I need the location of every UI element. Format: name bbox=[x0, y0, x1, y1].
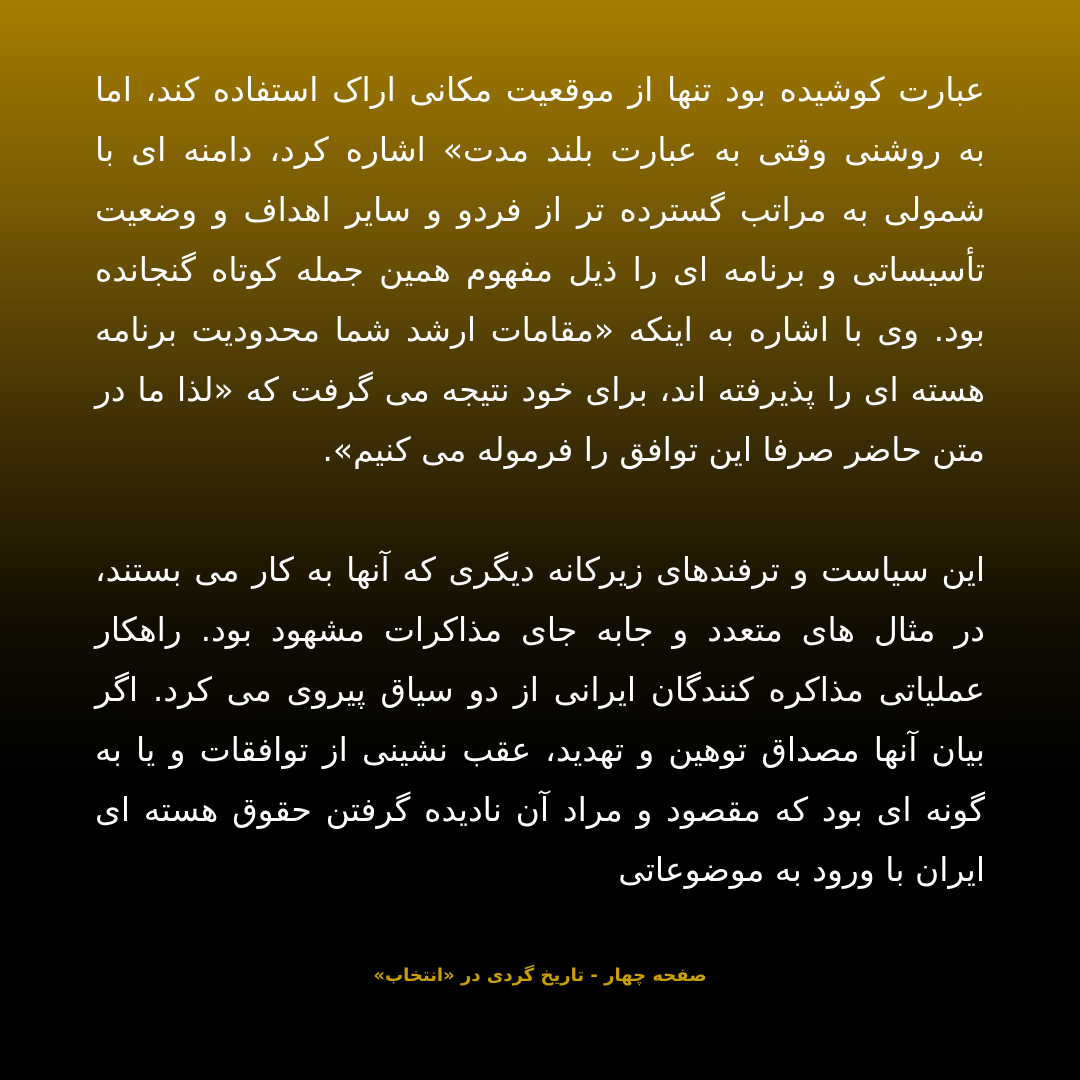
paragraph-2: این سیاست و ترفندهای زیرکانه دیگری که آنها به کار می بستند، در مثال های متعدد و جابه جای مذاکرات مشهود بود. راهکار عملیاتی مذاکره کنندگان ایرانی از دو سیاق پیروی می کرد. اگر بیان آنها مصداق توهین و تهدید، عقب نشینی از توافقات و یا به گونه ای بود که مقصود و مراد آن نادیده گرفتن حقوق هسته ای ایران با ورود به موضوعاتی bbox=[95, 550, 985, 889]
article-body bbox=[95, 60, 985, 1020]
paragraph-1: عبارت کوشیده بود تنها از موقعیت مکانی اراک استفاده کند، اما به روشنی وقتی به عبارت بلند مدت» اشاره کرد، دامنه ای با شمولی به مراتب گسترده تر از فردو و سایر اهداف و وضعیت تأسیساتی و برنامه ای را ذیل مفهوم همین جمله کوتاه گنجانده بود. وی با اشاره به اینکه «مقامات ارشد شما محدودیت برنامه هسته ای را پذیرفته اند، برای خود نتیجه می گرفت که «لذا ما در متن حاضر صرفا این توافق را فرموله می کنیم». bbox=[95, 70, 985, 469]
page-caption: صفحه چهار - تاریخ گردی در «انتخاب» bbox=[373, 965, 707, 986]
